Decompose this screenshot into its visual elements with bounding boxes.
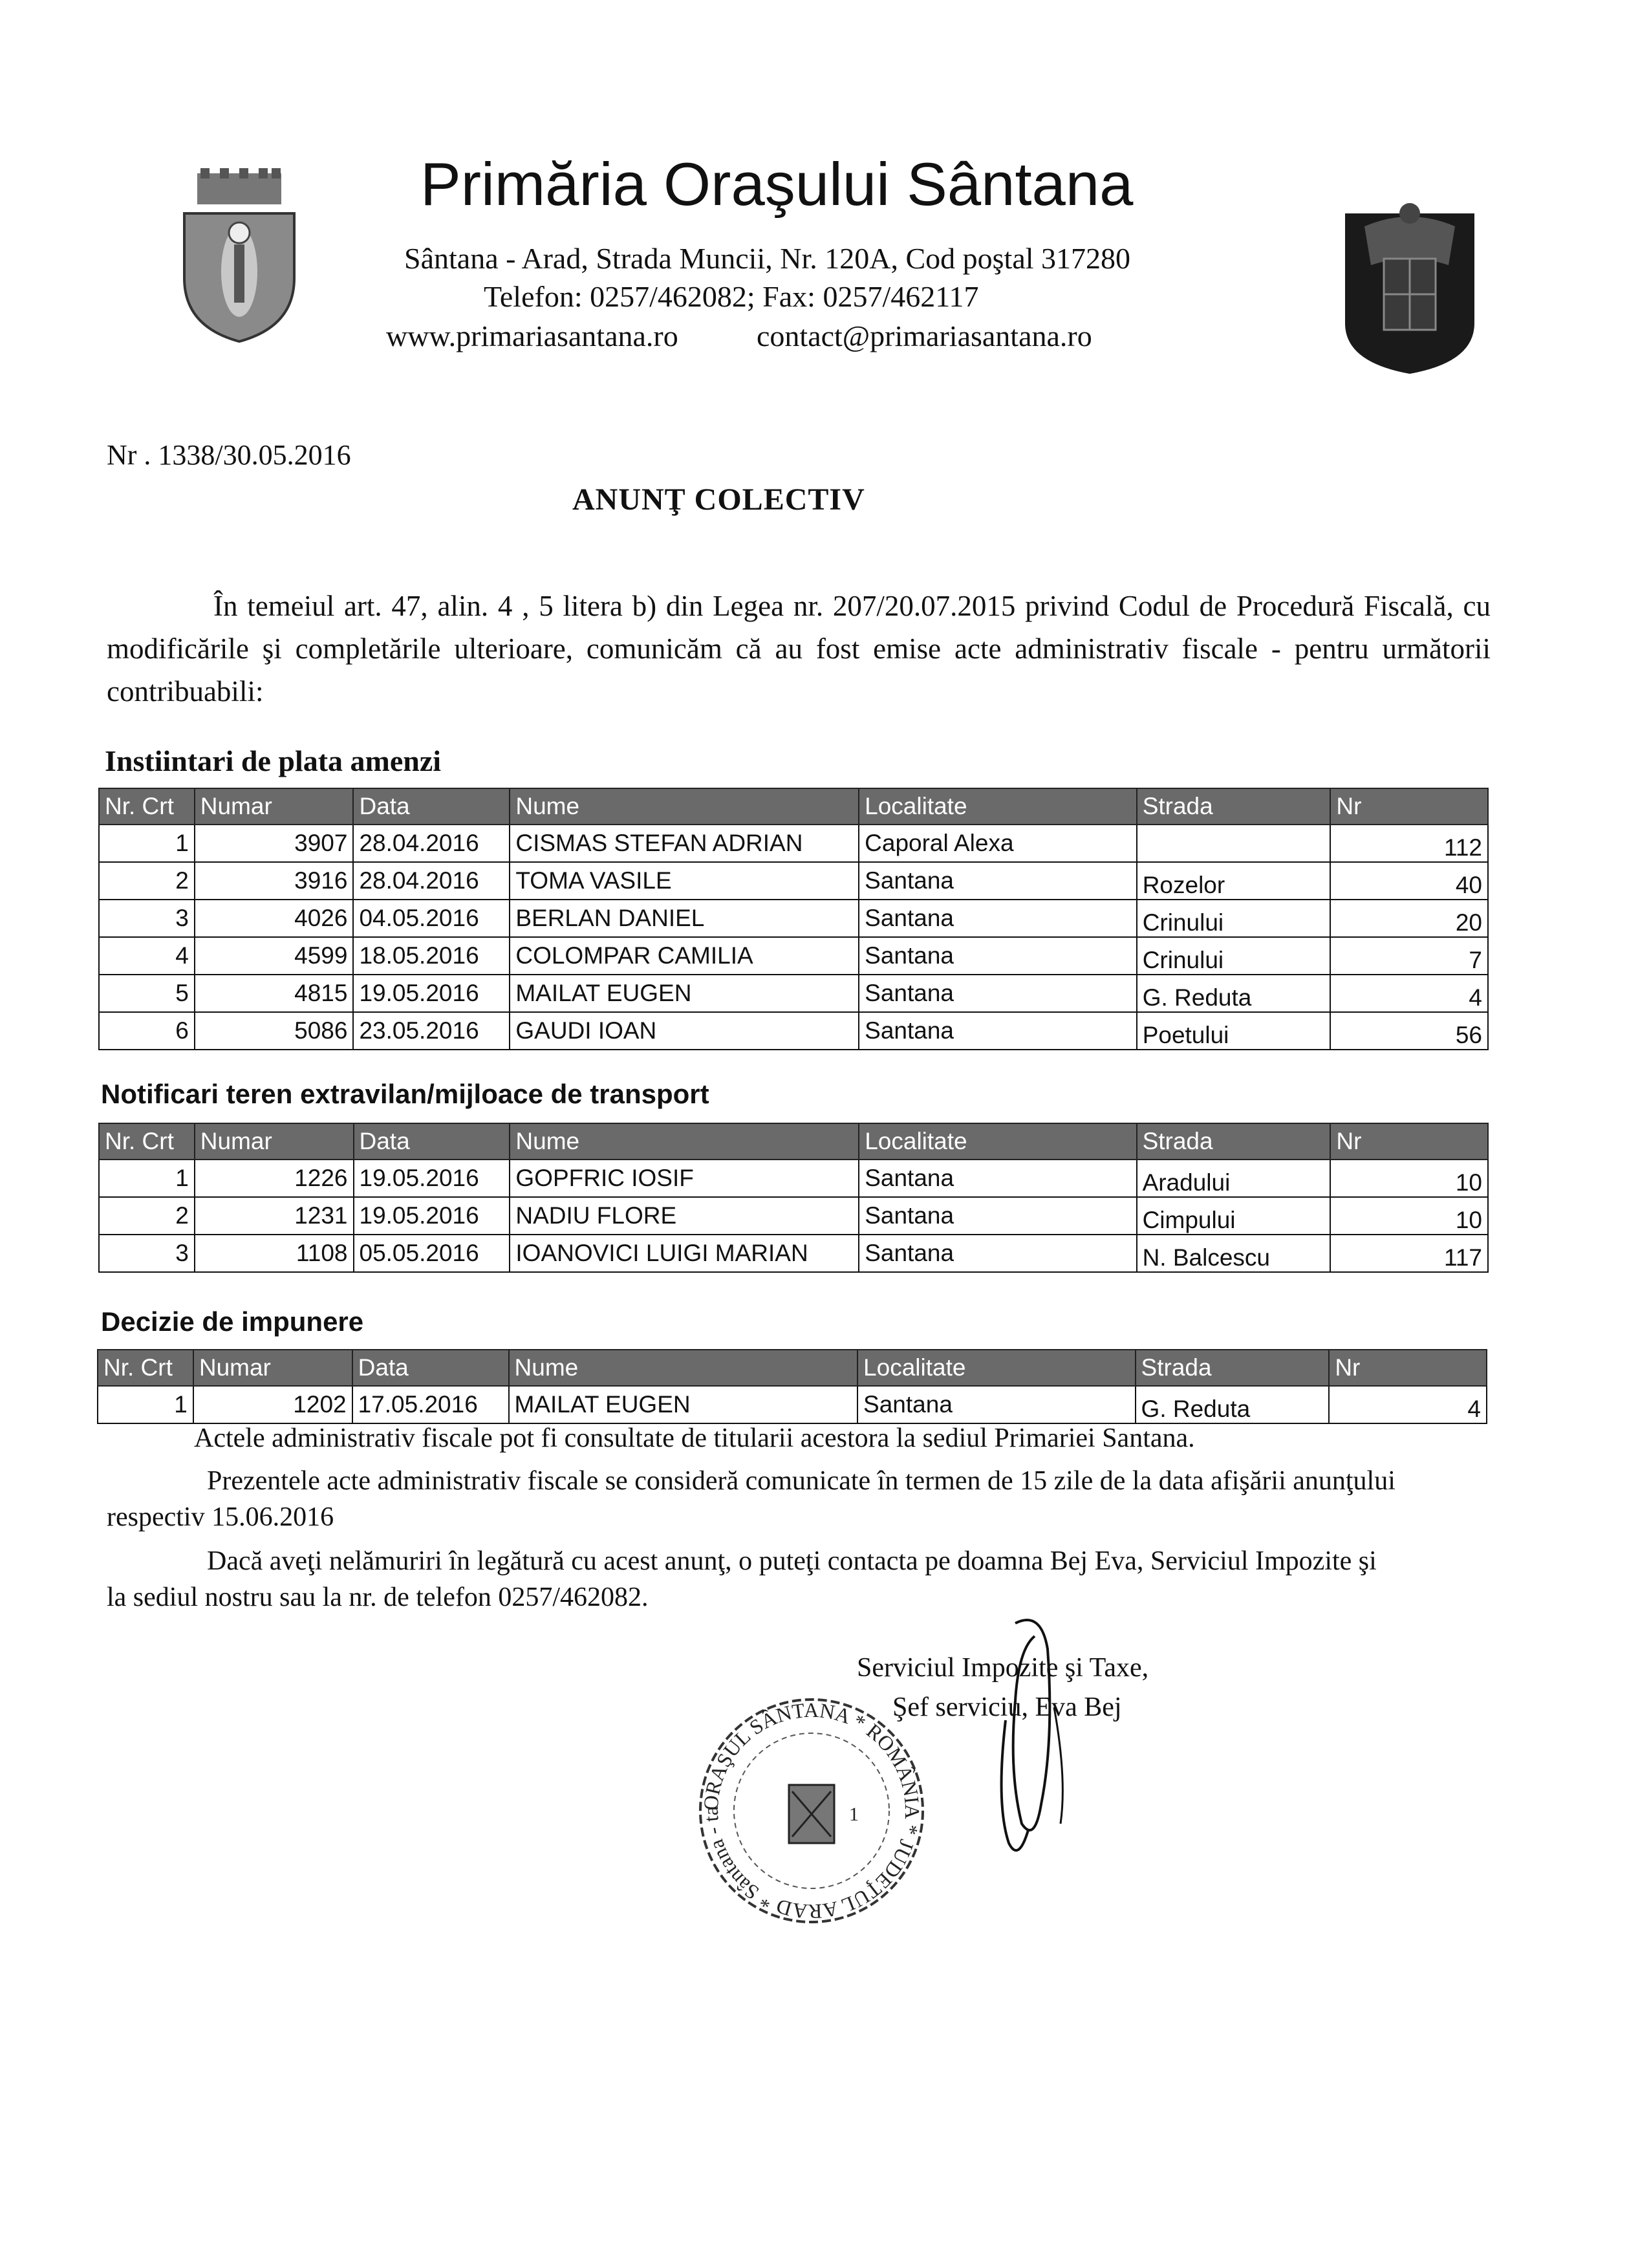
data-cell: 19.05.2016 xyxy=(353,975,510,1012)
stamp-text: ORAŞUL SÂNTANA * ROMÂNIA * JUDEŢUL ARAD * Sântana - ta xyxy=(698,1698,925,1924)
numar-cell: 1226 xyxy=(195,1160,354,1197)
column-header: Numar xyxy=(195,1123,354,1160)
signature-service: Serviciul Impozite şi Taxe, xyxy=(857,1653,1149,1683)
nr-crt-cell: 5 xyxy=(99,975,195,1012)
stamp-number: 1 xyxy=(849,1804,859,1825)
column-header: Nr. Crt xyxy=(98,1350,193,1386)
romania-coat-of-arms-logo xyxy=(1339,188,1481,375)
column-header: Data xyxy=(354,1123,510,1160)
contact-note-line1: Dacă aveţi nelămuriri în legătură cu acest anunţ, o puteţi contacta pe doamna Bej Eva, Serviciul Impozite şi xyxy=(207,1546,1377,1576)
communication-note-line2: respectiv 15.06.2016 xyxy=(107,1502,334,1532)
phone-fax-line: Telefon: 0257/462082; Fax: 0257/462117 xyxy=(484,280,979,313)
notifications-table xyxy=(98,1123,1489,1273)
column-header: Numar xyxy=(193,1350,352,1386)
column-header: Strada xyxy=(1137,1123,1331,1160)
column-header: Data xyxy=(353,788,510,825)
data-cell: 18.05.2016 xyxy=(353,937,510,975)
strada-cell: G. Reduta xyxy=(1136,1386,1330,1423)
handwritten-signature xyxy=(970,1610,1086,1869)
strada-cell: G. Reduta xyxy=(1137,975,1331,1012)
tax-decision-table xyxy=(97,1349,1487,1424)
numar-cell: 1202 xyxy=(193,1386,352,1423)
numar-cell: 1231 xyxy=(195,1197,354,1235)
data-cell: 28.04.2016 xyxy=(353,862,510,900)
strada-cell: Crinului xyxy=(1137,900,1331,937)
table-header-row xyxy=(99,788,1488,825)
nr-cell: 7 xyxy=(1330,937,1488,975)
nume-cell: IOANOVICI LUIGI MARIAN xyxy=(510,1235,859,1272)
nr-cell: 117 xyxy=(1330,1235,1488,1272)
localitate-cell: Santana xyxy=(859,1235,1136,1272)
localitate-cell: Santana xyxy=(859,862,1137,900)
section-title-fines: Instiintari de plata amenzi xyxy=(105,744,442,777)
nr-crt-cell: 3 xyxy=(99,1235,195,1272)
nume-cell: CISMAS STEFAN ADRIAN xyxy=(510,825,859,862)
nume-cell: GOPFRIC IOSIF xyxy=(510,1160,859,1197)
nr-crt-cell: 1 xyxy=(98,1386,193,1423)
nr-crt-cell: 1 xyxy=(99,825,195,862)
fines-table xyxy=(98,788,1489,1050)
numar-cell: 5086 xyxy=(195,1012,354,1050)
numar-cell: 3916 xyxy=(195,862,354,900)
strada-cell: Crinului xyxy=(1137,937,1331,975)
nr-cell: 40 xyxy=(1330,862,1488,900)
table-row xyxy=(99,862,1488,900)
localitate-cell: Santana xyxy=(857,1386,1136,1423)
signature-chief: Şef serviciu, Eva Bej xyxy=(892,1692,1122,1722)
city-coat-of-arms-logo xyxy=(175,168,304,343)
column-header: Nr xyxy=(1330,788,1488,825)
table-row xyxy=(99,975,1488,1012)
nr-cell: 112 xyxy=(1330,825,1488,862)
mayor-office-title: Primăria Oraşului Sântana xyxy=(420,150,1134,218)
column-header: Strada xyxy=(1137,788,1331,825)
column-header: Strada xyxy=(1136,1350,1330,1386)
table-row xyxy=(99,1235,1488,1272)
consult-note: Actele administrativ fiscale pot fi consultate de titularii acestora la sediul Primariei Santana. xyxy=(194,1423,1195,1453)
localitate-cell: Santana xyxy=(859,900,1137,937)
column-header: Numar xyxy=(195,788,354,825)
table-header-row xyxy=(99,1123,1488,1160)
data-cell: 19.05.2016 xyxy=(354,1160,510,1197)
nr-crt-cell: 4 xyxy=(99,937,195,975)
data-cell: 28.04.2016 xyxy=(353,825,510,862)
nr-crt-cell: 2 xyxy=(99,862,195,900)
table-row xyxy=(98,1386,1487,1423)
nume-cell: MAILAT EUGEN xyxy=(510,975,859,1012)
address-line: Sântana - Arad, Strada Muncii, Nr. 120A, Cod poştal 317280 xyxy=(404,242,1131,275)
communication-note-line1: Prezentele acte administrativ fiscale se consideră comunicate în termen de 15 zile de la data afişării anunţului xyxy=(207,1466,1396,1496)
strada-cell: Aradului xyxy=(1137,1160,1331,1197)
column-header: Nr. Crt xyxy=(99,1123,195,1160)
contact-note-line2: la sediul nostru sau la nr. de telefon 0257/462082. xyxy=(107,1582,649,1612)
nume-cell: TOMA VASILE xyxy=(510,862,859,900)
section-title-tax-decision: Decizie de impunere xyxy=(101,1306,364,1337)
numar-cell: 3907 xyxy=(195,825,354,862)
column-header: Nr xyxy=(1330,1123,1488,1160)
localitate-cell: Santana xyxy=(859,1012,1137,1050)
data-cell: 19.05.2016 xyxy=(354,1197,510,1235)
column-header: Localitate xyxy=(857,1350,1136,1386)
nume-cell: BERLAN DANIEL xyxy=(510,900,859,937)
data-cell: 17.05.2016 xyxy=(352,1386,509,1423)
nr-cell: 4 xyxy=(1330,975,1488,1012)
localitate-cell: Santana xyxy=(859,937,1137,975)
intro-text: În temeiul art. 47, alin. 4 , 5 litera b) din Legea nr. 207/20.07.2015 privind Codul de Procedură Fiscală, cu modificările şi completările ulterioare, comunicăm că au fost emise acte administrativ fiscale - pentru următorii contribuabili: xyxy=(107,590,1491,707)
nr-crt-cell: 2 xyxy=(99,1197,195,1235)
intro-paragraph xyxy=(107,585,1491,713)
strada-cell: Rozelor xyxy=(1137,862,1331,900)
column-header: Localitate xyxy=(859,1123,1136,1160)
nr-crt-cell: 6 xyxy=(99,1012,195,1050)
table-row xyxy=(99,1197,1488,1235)
strada-cell: Poetului xyxy=(1137,1012,1331,1050)
column-header: Data xyxy=(352,1350,509,1386)
nume-cell: COLOMPAR CAMILIA xyxy=(510,937,859,975)
localitate-cell: Santana xyxy=(859,1197,1136,1235)
table-row xyxy=(99,900,1488,937)
nr-cell: 4 xyxy=(1329,1386,1487,1423)
localitate-cell: Caporal Alexa xyxy=(859,825,1137,862)
table-row xyxy=(99,1012,1488,1050)
column-header: Nume xyxy=(510,788,859,825)
nr-cell: 56 xyxy=(1330,1012,1488,1050)
numar-cell: 1108 xyxy=(195,1235,354,1272)
strada-cell: N. Balcescu xyxy=(1137,1235,1331,1272)
data-cell: 05.05.2016 xyxy=(354,1235,510,1272)
nr-cell: 20 xyxy=(1330,900,1488,937)
website-link[interactable]: www.primariasantana.ro xyxy=(386,319,678,352)
numar-cell: 4599 xyxy=(195,937,354,975)
strada-cell: Cimpului xyxy=(1137,1197,1331,1235)
official-stamp xyxy=(695,1694,928,1927)
nr-crt-cell: 3 xyxy=(99,900,195,937)
localitate-cell: Santana xyxy=(859,975,1137,1012)
section-title-notifications: Notificari teren extravilan/mijloace de transport xyxy=(101,1079,709,1109)
nr-crt-cell: 1 xyxy=(99,1160,195,1197)
table-row xyxy=(99,937,1488,975)
column-header: Localitate xyxy=(859,788,1137,825)
column-header: Nume xyxy=(509,1350,858,1386)
document-number: Nr . 1338/30.05.2016 xyxy=(107,439,351,471)
table-header-row xyxy=(98,1350,1487,1386)
nr-cell: 10 xyxy=(1330,1197,1488,1235)
numar-cell: 4815 xyxy=(195,975,354,1012)
table-row xyxy=(99,1160,1488,1197)
strada-cell xyxy=(1137,825,1331,862)
localitate-cell: Santana xyxy=(859,1160,1136,1197)
numar-cell: 4026 xyxy=(195,900,354,937)
nume-cell: MAILAT EUGEN xyxy=(509,1386,858,1423)
column-header: Nr xyxy=(1329,1350,1487,1386)
column-header: Nr. Crt xyxy=(99,788,195,825)
data-cell: 04.05.2016 xyxy=(353,900,510,937)
document-heading: ANUNŢ COLECTIV xyxy=(572,482,865,517)
data-cell: 23.05.2016 xyxy=(353,1012,510,1050)
nume-cell: NADIU FLORE xyxy=(510,1197,859,1235)
email-link[interactable]: contact@primariasantana.ro xyxy=(757,319,1092,352)
column-header: Nume xyxy=(510,1123,859,1160)
table-row xyxy=(99,825,1488,862)
nr-cell: 10 xyxy=(1330,1160,1488,1197)
nume-cell: GAUDI IOAN xyxy=(510,1012,859,1050)
